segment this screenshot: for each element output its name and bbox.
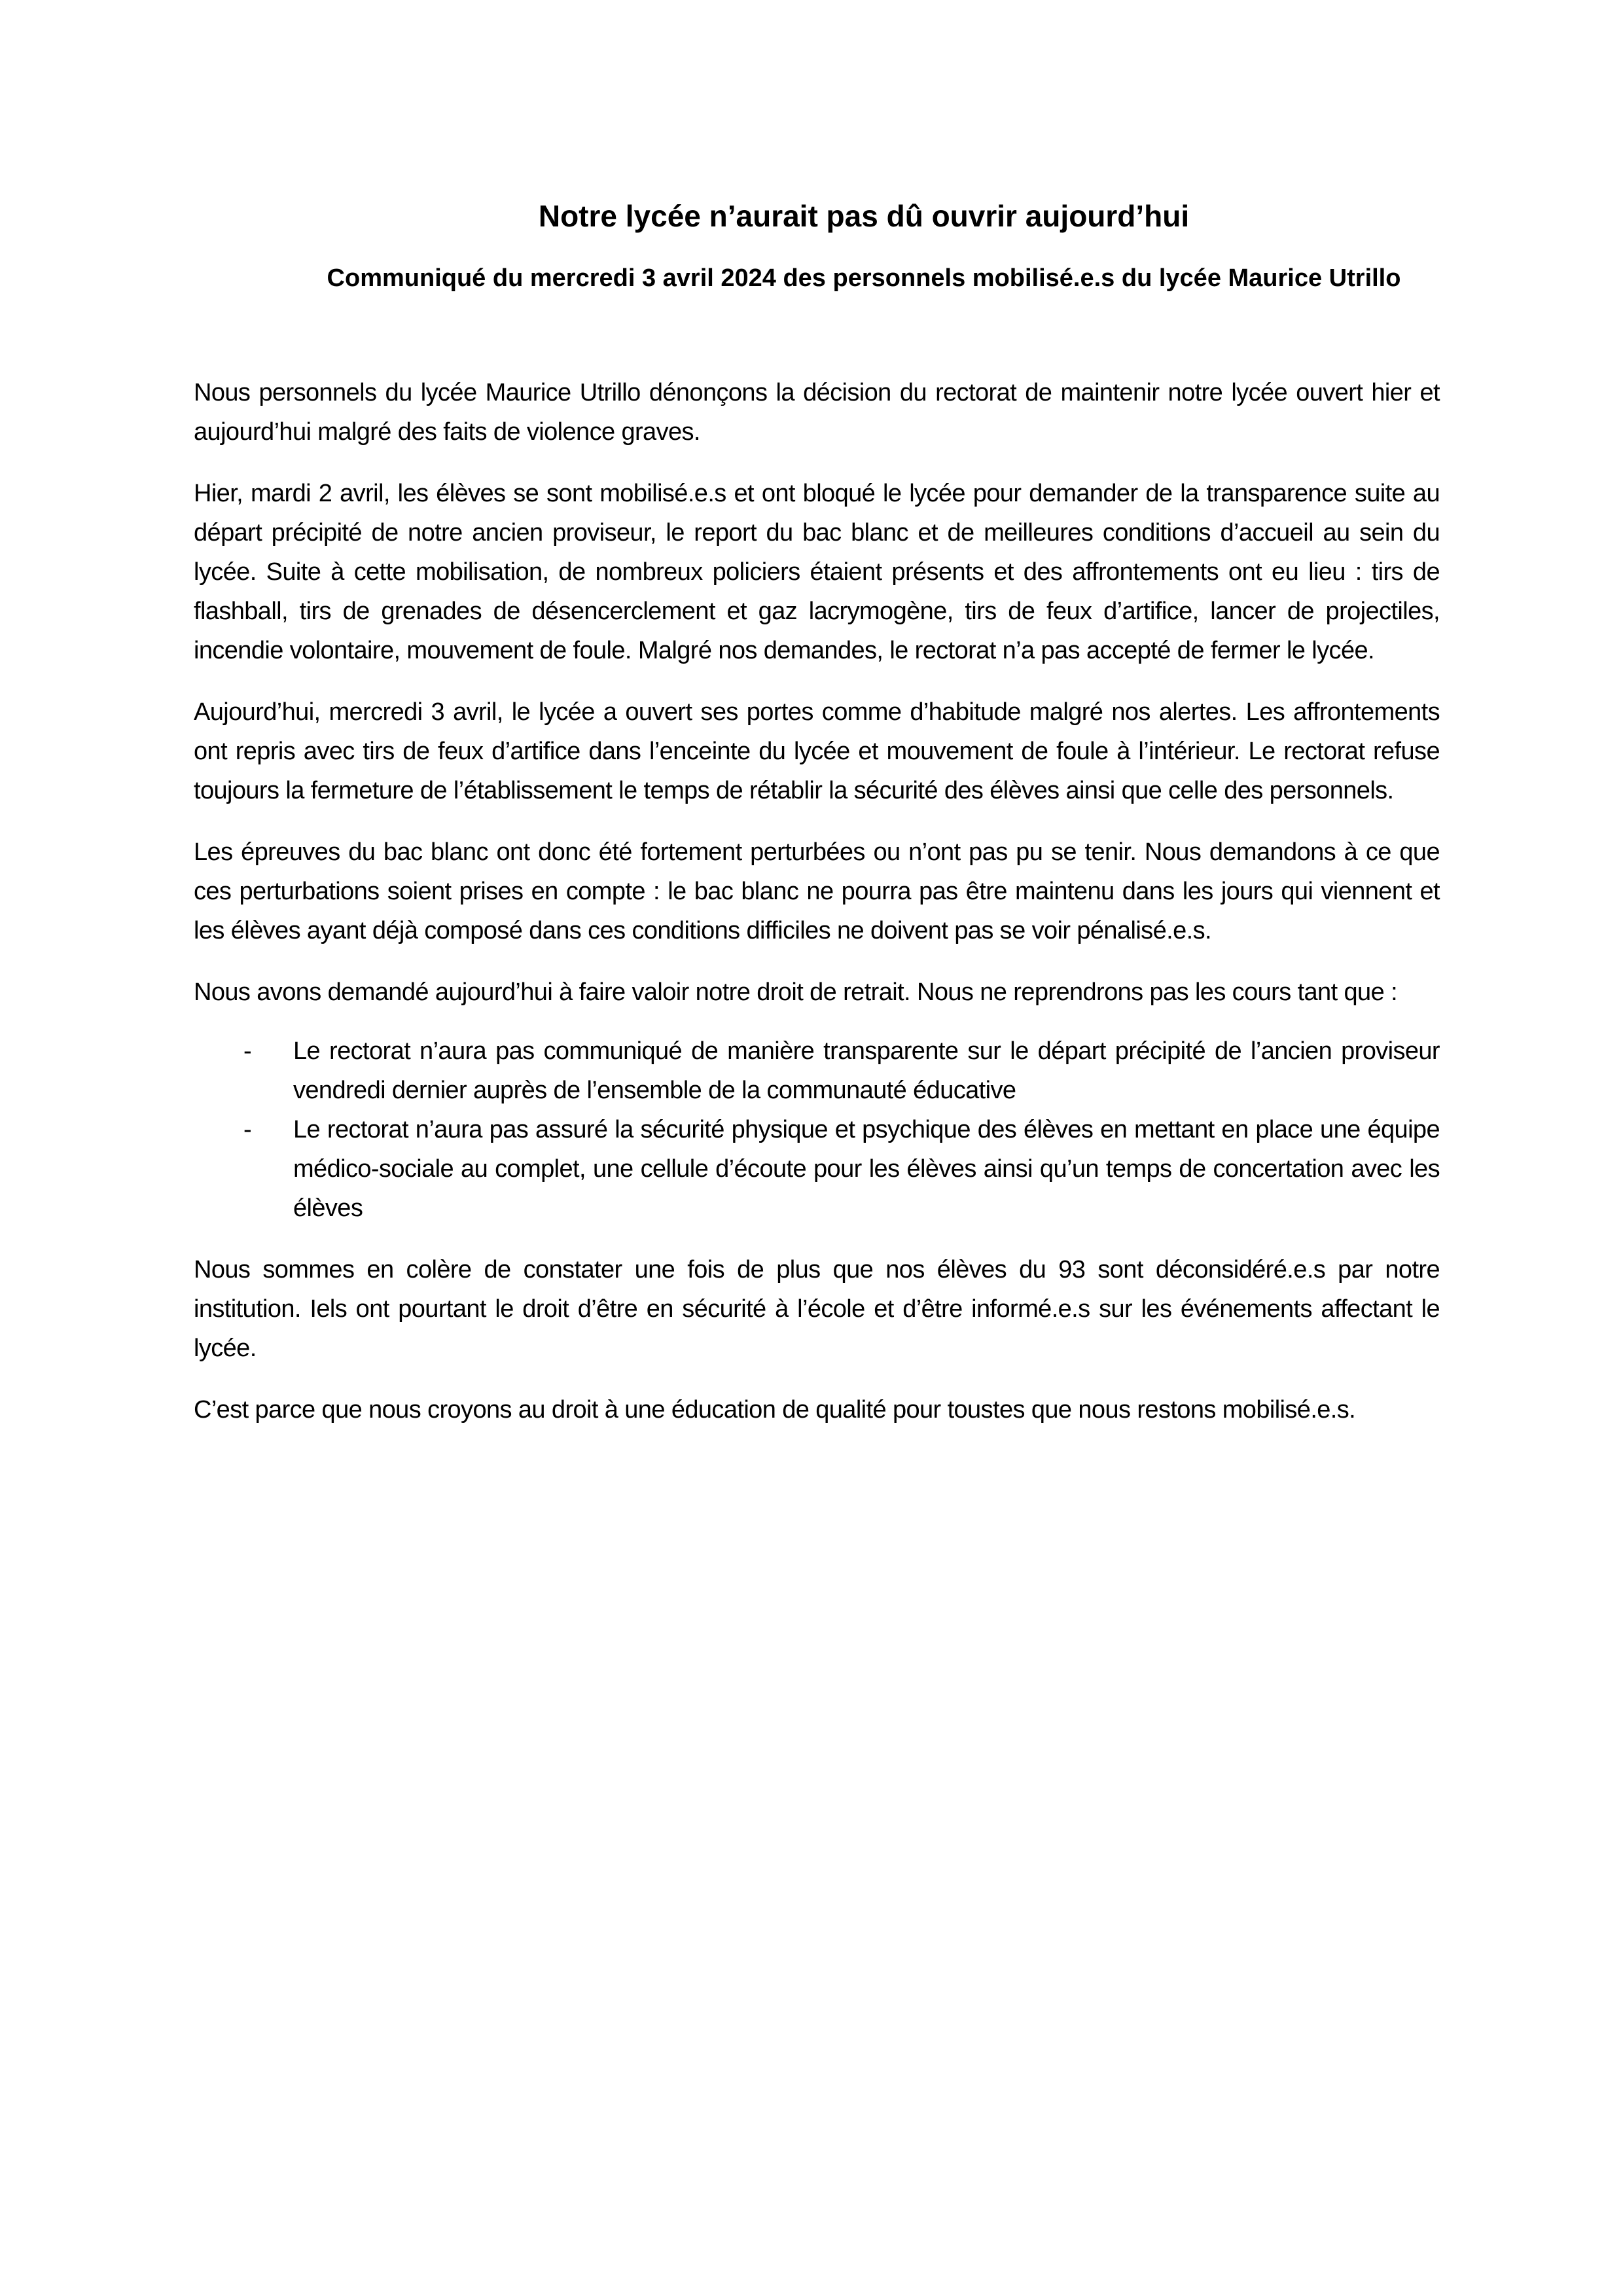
list-item bbox=[194, 1031, 1440, 1110]
paragraph-tuesday: Hier, mardi 2 avril, les élèves se sont mobilisé.e.s et ont bloqué le lycée pour demander de la transparence suite au départ précipité de notre ancien proviseur, le report du bac blanc et de meilleures conditions d’accueil au sein du lycée. Suite à cette mobilisation, de nombreux policiers étaient présents et des affrontements ont eu lieu : tirs de flashball, tirs de grenades de désencerclement et gaz lacrymogène, tirs de feux d’artifice, lancer de projectiles, incendie volontaire, mouvement de foule. Malgré nos demandes, le rectorat n’a pas accepté de fermer le lycée. bbox=[194, 480, 1440, 664]
paragraph-bac-blanc: Les épreuves du bac blanc ont donc été fortement perturbées ou n’ont pas pu se tenir. Nous demandons à ce que ces perturbations soient prises en compte : le bac blanc ne pourra pas être maintenu dans les jours qui viennent et les élèves ayant déjà composé dans ces conditions difficiles ne doivent pas se voir pénalisé.e.s. bbox=[194, 838, 1440, 944]
document-subtitle: Communiqué du mercredi 3 avril 2024 des personnels mobilisé.e.s du lycée Maurice Utrillo bbox=[327, 264, 1401, 292]
document-title: Notre lycée n’aurait pas dû ouvrir aujourd’hui bbox=[538, 199, 1190, 233]
document-body bbox=[194, 373, 1440, 1429]
paragraph-droit-retrait: Nous avons demandé aujourd’hui à faire valoir notre droit de retrait. Nous ne reprendrons pas les cours tant que : bbox=[194, 978, 1398, 1006]
list-item-text: Le rectorat n’aura pas assuré la sécurité physique et psychique des élèves en mettant en place une équipe médico-sociale au complet, une cellule d’écoute pour les élèves ainsi qu’un temps de concertation avec les élèves bbox=[293, 1116, 1440, 1222]
document-page bbox=[194, 196, 1440, 1452]
paragraph-colere: Nous sommes en colère de constater une fois de plus que nos élèves du 93 sont déconsidéré.e.s par notre institution. Iels ont pourtant le droit d’être en sécurité à l’école et d’être informé.e.s sur les événements affectant le lycée. bbox=[194, 1256, 1440, 1362]
paragraph-wednesday: Aujourd’hui, mercredi 3 avril, le lycée a ouvert ses portes comme d’habitude malgré nos alertes. Les affrontements ont repris avec tirs de feux d’artifice dans l’enceinte du lycée et mouvement de foule à l’intérieur. Le rectorat refuse toujours la fermeture de l’établissement le temps de rétablir la sécurité des élèves ainsi que celle des personnels. bbox=[194, 698, 1440, 804]
paragraph-conclusion: C’est parce que nous croyons au droit à une éducation de qualité pour toustes que nous restons mobilisé.e.s. bbox=[194, 1396, 1356, 1424]
paragraph-intro: Nous personnels du lycée Maurice Utrillo dénonçons la décision du rectorat de maintenir notre lycée ouvert hier et aujourd’hui malgré des faits de violence graves. bbox=[194, 379, 1440, 446]
list-bullet: - bbox=[243, 1116, 252, 1143]
list-item-text: Le rectorat n’aura pas communiqué de manière transparente sur le départ précipité de l’ancien proviseur vendredi dernier auprès de l’ensemble de la communauté éducative bbox=[293, 1037, 1440, 1104]
list-bullet: - bbox=[243, 1037, 252, 1065]
conditions-list bbox=[194, 1031, 1440, 1228]
list-item bbox=[194, 1110, 1440, 1228]
